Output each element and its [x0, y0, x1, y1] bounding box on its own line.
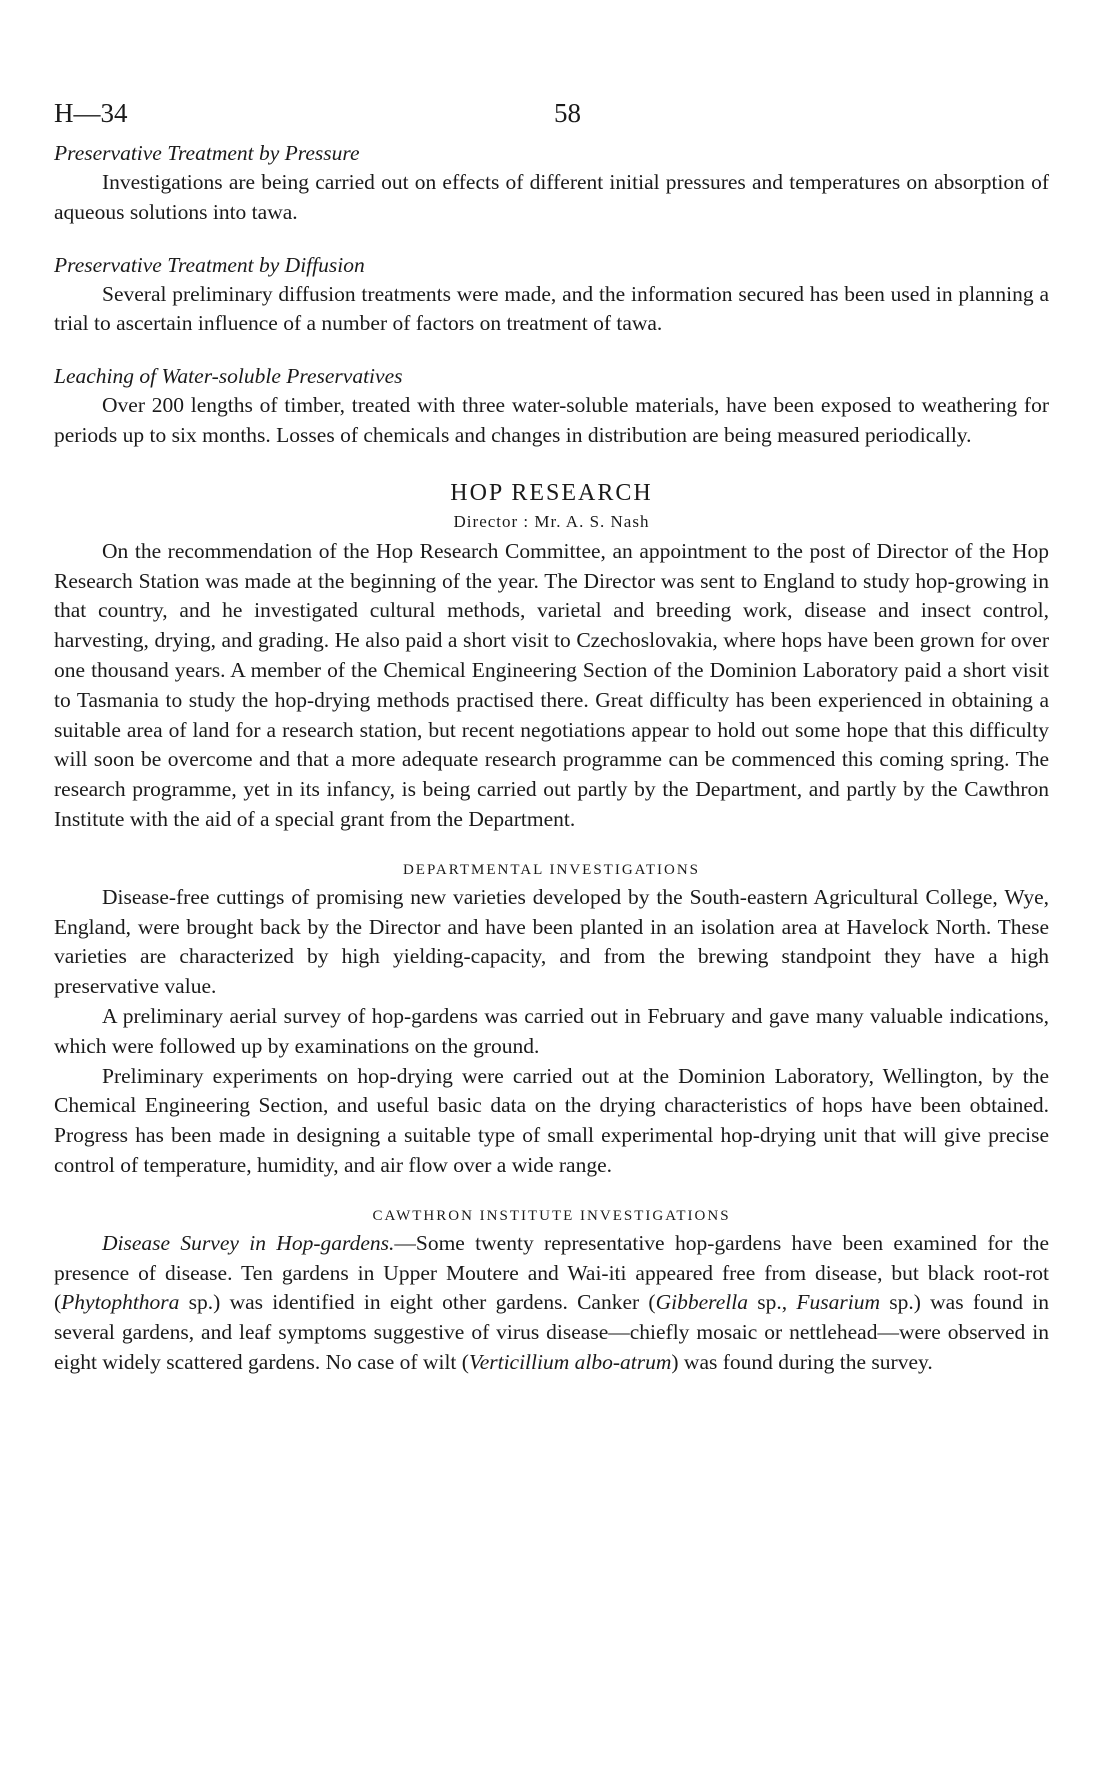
- species-gibberella: Gibberella: [655, 1290, 748, 1315]
- paragraph-leaching: Over 200 lengths of timber, treated with three water-soluble materials, have been exposed to weathering for periods up to six months. Losses of chemicals and changes in distribution are being measured periodically.: [54, 393, 1049, 447]
- species-fusarium: Fusarium: [796, 1290, 880, 1315]
- document-page: [54, 98, 1049, 1378]
- section-heading-pressure: Preservative Treatment by Pressure: [54, 141, 360, 165]
- species-phytophthora: Phytophthora: [61, 1290, 180, 1315]
- species-verticillium: Verticillium albo-atrum: [468, 1349, 672, 1374]
- disease-survey-lead: Disease Survey in Hop-gardens.: [102, 1230, 395, 1255]
- document-reference: H—34: [54, 98, 128, 128]
- page-number: 58: [554, 98, 581, 128]
- section-heading-leaching: Leaching of Water-soluble Preservatives: [54, 364, 403, 389]
- cawthron-investigations-heading: CAWTHRON INSTITUTE INVESTIGATIONS: [372, 1207, 731, 1224]
- section-heading-diffusion: Preservative Treatment by Diffusion: [54, 252, 365, 277]
- director-line: Director : Mr. A. S. Nash: [453, 511, 650, 531]
- paragraph-diffusion: Several preliminary diffusion treatments were made, and the information secured has been used in planning a trial to ascertain influence of a number of factors on treatment of tawa.: [54, 281, 1049, 336]
- paragraph-departmental-3: Preliminary experiments on hop-drying were carried out at the Dominion Laboratory, Wellington, by the Chemical Engineering Section, and useful basic data on the drying characteristics of hops have been obtained. Progress has been made in designing a suitable type of small experimental hop-drying unit that will give precise control of temperature, humidity, and air flow over a wide range.: [54, 1063, 1049, 1177]
- paragraph-departmental-2: A preliminary aerial survey of hop-gardens was carried out in February and gave many valuable indications, which were followed up by examinations on the ground.: [54, 1003, 1049, 1058]
- paragraph-hop-intro: On the recommendation of the Hop Research Committee, an appointment to the post of Director of the Hop Research Station was made at the beginning of the year. The Director was sent to England to study hop-growing in that country, and he investigated cultural methods, varietal and breeding work, disease and insect control, harvesting, drying, and grading. He also paid a short visit to Czechoslovakia, where hops have been grown for over one thousand years. A member of the Chemical Engineering Section of the Dominion Laboratory paid a short visit to Tasmania to study the hop-drying methods practised there. Great difficulty has been experienced in obtaining a suitable area of land for a research station, but recent negotiations appear to hold out some hope that this difficulty will soon be overcome and that a more adequate research programme can be commenced this coming spring. The research programme, yet in its infancy, is being carried out partly by the Department, and partly by the Cawthron Institute with the aid of a special grant from the Department.: [54, 538, 1049, 831]
- departmental-investigations-heading: DEPARTMENTAL INVESTIGATIONS: [402, 861, 701, 878]
- paragraph-departmental-1: Disease-free cuttings of promising new varieties developed by the South-eastern Agricultural College, Wye, England, were brought back by the Director and have been planted in an isolation area at Havelock North. These varieties are characterized by high yielding-capacity, and from the brewing standpoint they have a high preservative value.: [54, 884, 1049, 999]
- paragraph-disease-survey: Disease Survey in Hop-gardens.—Some twenty representative hop-gardens have been examined for the presence of disease. Ten gardens in Upper Moutere and Wai-iti appeared free from disease, but black root-rot (Phytophthora sp.) was identified in eight other gardens. Canker (Gibberella sp., Fusarium sp.) was found in several gardens, and leaf symptoms suggestive of virus disease—chiefly mosaic or nettlehead—were observed in eight widely scattered gardens. No case of wilt (Verticillium albo-atrum) was found during the survey.: [54, 1230, 1049, 1374]
- page-header: [54, 98, 1049, 138]
- hop-research-title: HOP RESEARCH: [450, 479, 653, 506]
- paragraph-pressure: Investigations are being carried out on effects of different initial pressures and temperatures on absorption of aqueous solutions into tawa.: [54, 170, 1049, 224]
